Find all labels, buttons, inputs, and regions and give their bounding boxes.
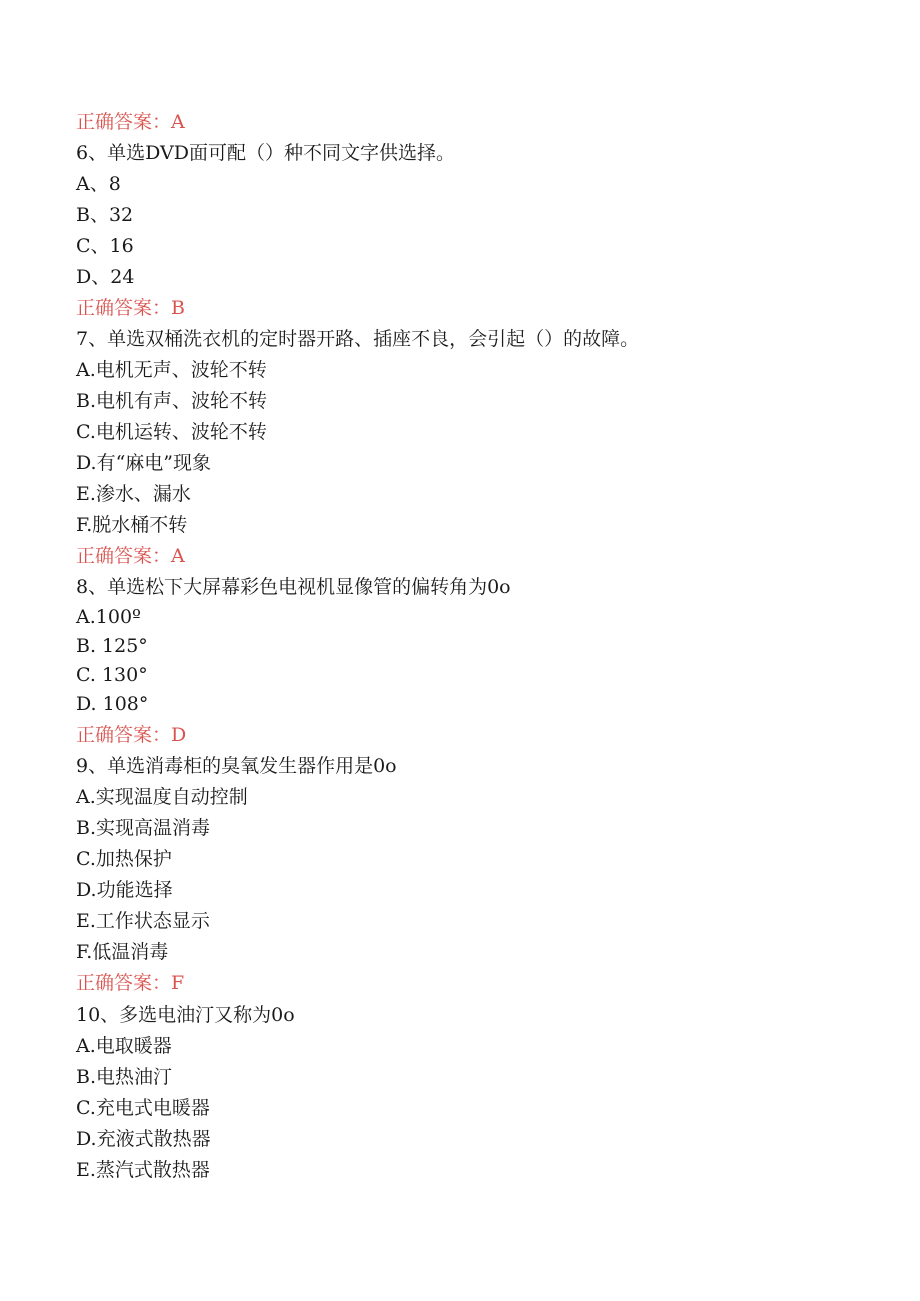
option-line: A.电机无声、波轮不转	[76, 359, 267, 381]
option-line: D.功能选择	[76, 879, 173, 901]
option-line: A、8	[76, 173, 121, 195]
option-line: B.电机有声、波轮不转	[76, 390, 268, 412]
question-line: 10、多选电油汀又称为0o	[76, 1004, 295, 1026]
question-line: 9、单选消毒柜的臭氧发生器作用是0o	[76, 755, 397, 777]
option-line: C.电机运转、波轮不转	[76, 421, 267, 443]
option-line: D.充液式散热器	[76, 1128, 211, 1150]
answer-line: 正确答案：D	[76, 724, 187, 746]
answer-line: 正确答案：F	[76, 972, 185, 994]
option-line: D、24	[76, 266, 135, 288]
option-line: A.100º	[76, 606, 141, 628]
option-line: C. 130°	[76, 664, 148, 686]
option-line: B. 125°	[76, 635, 148, 657]
option-line: D. 108°	[76, 693, 149, 715]
option-line: F.脱水桶不转	[76, 514, 188, 536]
option-line: E.工作状态显示	[76, 910, 210, 932]
answer-line: 正确答案：A	[76, 111, 185, 133]
option-line: B.电热油汀	[76, 1066, 173, 1088]
option-line: C、16	[76, 235, 134, 257]
option-line: B、32	[76, 204, 134, 226]
option-line: C.充电式电暖器	[76, 1097, 210, 1119]
option-line: C.加热保护	[76, 848, 172, 870]
question-line: 7、单选双桶洗衣机的定时器开路、插座不良，会引起（）的故障。	[76, 328, 640, 350]
option-line: F.低温消毒	[76, 941, 169, 963]
option-line: B.实现高温消毒	[76, 817, 211, 839]
answer-line: 正确答案：A	[76, 545, 185, 567]
option-line: E.渗水、漏水	[76, 483, 191, 505]
answer-line: 正确答案：B	[76, 297, 185, 319]
option-line: A.实现温度自动控制	[76, 786, 248, 808]
option-line: D.有“麻电”现象	[76, 452, 212, 474]
question-line: 8、单选松下大屏幕彩色电视机显像管的偏转角为0o	[76, 576, 511, 598]
question-line: 6、单选DVD面可配（）种不同文字供选择。	[76, 142, 455, 164]
option-line: E.蒸汽式散热器	[76, 1159, 210, 1181]
option-line: A.电取暖器	[76, 1035, 172, 1057]
